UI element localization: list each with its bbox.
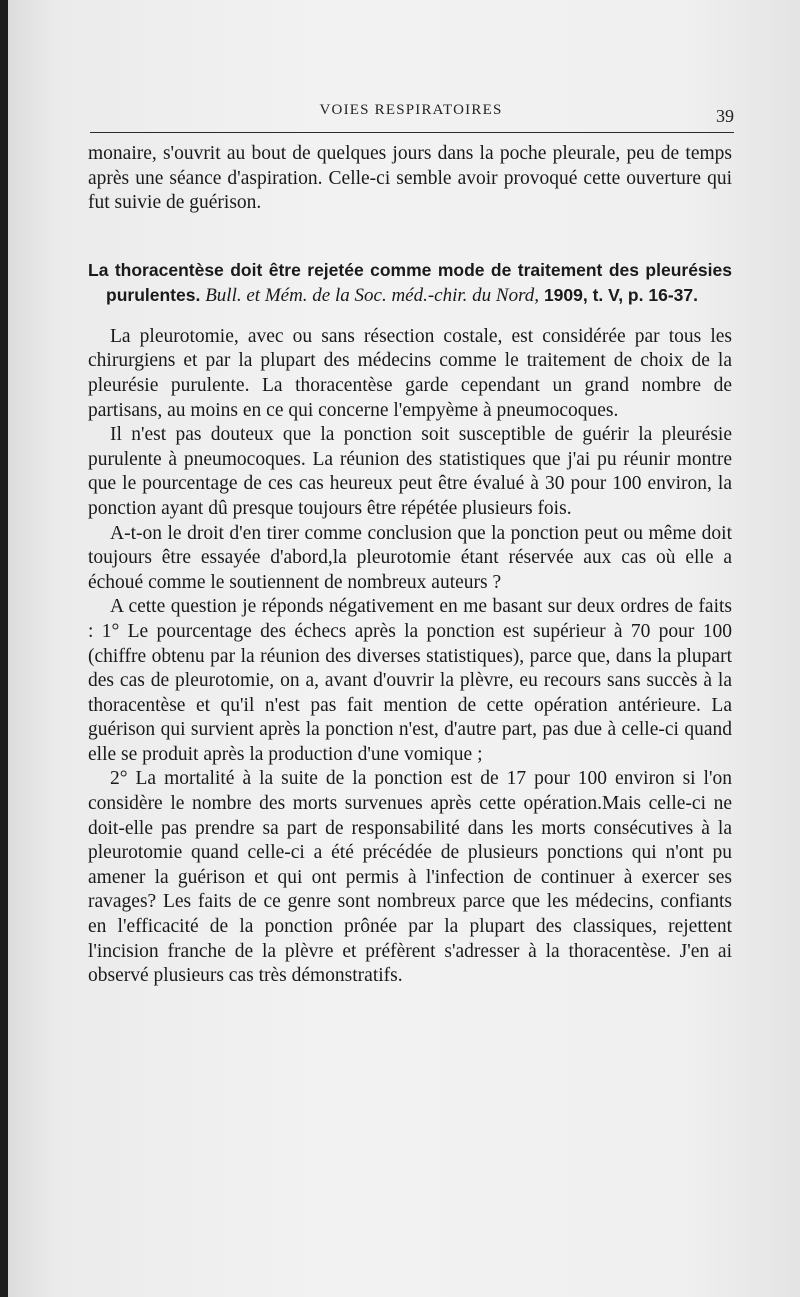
- page-header: [88, 102, 734, 142]
- header-rule: [90, 132, 734, 133]
- running-title: VOIES RESPIRATOIRES: [319, 102, 503, 118]
- section-heading: [88, 258, 732, 309]
- heading-title: La thoracentèse doit être rejetée comme mode de traitement des pleurésies purulentes.: [88, 259, 732, 306]
- paragraph: 2° La mortalité à la suite de la ponction est de 17 pour 100 environ si l'on considère le nombre des morts survenues après cette opération.Mais celle-ci ne doit-elle pas prendre sa part de responsabilité dans les morts consécutives à la pleurotomie quand celle-ci a été précédée de plusieurs ponctions qui n'ont pu amener la guérison et qui ont permis à l'infection de continuer à exercer ses ravages? Les faits de ce genre sont nombreux parce que les médecins, confiants en l'efficacité de la ponction prônée par la plupart des classiques, rejettent l'incision franche de la plèvre et préfèrent s'adresser à la thoracentèse. J'en ai observé plusieurs cas très démonstratifs.: [88, 768, 732, 987]
- book-page: [8, 0, 800, 1297]
- paragraph: A-t-on le droit d'en tirer comme conclusion que la ponction peut ou même doit toujours être essayée d'abord,la pleurotomie étant réservée aux cas où elle a échoué comme le soutiennent de nombreux auteurs ?: [88, 522, 732, 593]
- paragraph: La pleurotomie, avec ou sans résection costale, est considérée par tous les chirurgiens et par la plupart des médecins comme le traitement de choix de la pleurésie purulente. La thoracentèse garde cependant un grand nombre de partisans, au moins en ce qui concerne l'empyème à pneumocoques.: [88, 325, 732, 421]
- body-text: [88, 142, 732, 989]
- continued-paragraph: monaire, s'ouvrit au bout de quelques jours dans la poche pleurale, peu de temps après une séance d'aspiration. Celle-ci semble avoir provoqué cette ouverture qui fut suivie de guérison.: [88, 143, 732, 214]
- paragraph: A cette question je réponds négativement en me basant sur deux ordres de faits : 1° Le pourcentage des échecs après la ponction est supérieur à 70 pour 100 (chiffre obtenu par la réunion des diverses statistiques), parce que, dans la plupart des cas de pleurotomie, on a, avant d'ouvrir la plèvre, eu recours sans succès à la thoracentèse et qu'il n'est pas fait mention de cette opération antérieure. La guérison qui survient après la ponction n'est, d'autre part, pas due à celle-ci quand elle se produit après la production d'une vomique ;: [88, 596, 732, 765]
- heading-reference: 1909, t. V, p. 16-37.: [543, 285, 698, 306]
- paragraph: Il n'est pas douteux que la ponction soit susceptible de guérir la pleurésie purulente à pneumocoques. La réunion des statistiques que j'ai pu réunir montre que le pourcentage de ces cas heureux peut être évalué à 30 pour 100 environ, la ponction ayant dû presque toujours être répétée plusieurs fois.: [88, 424, 732, 519]
- heading-citation: Bull. et Mém. de la Soc. méd.-chir. du Nord,: [205, 285, 540, 307]
- page-number: 39: [716, 106, 734, 126]
